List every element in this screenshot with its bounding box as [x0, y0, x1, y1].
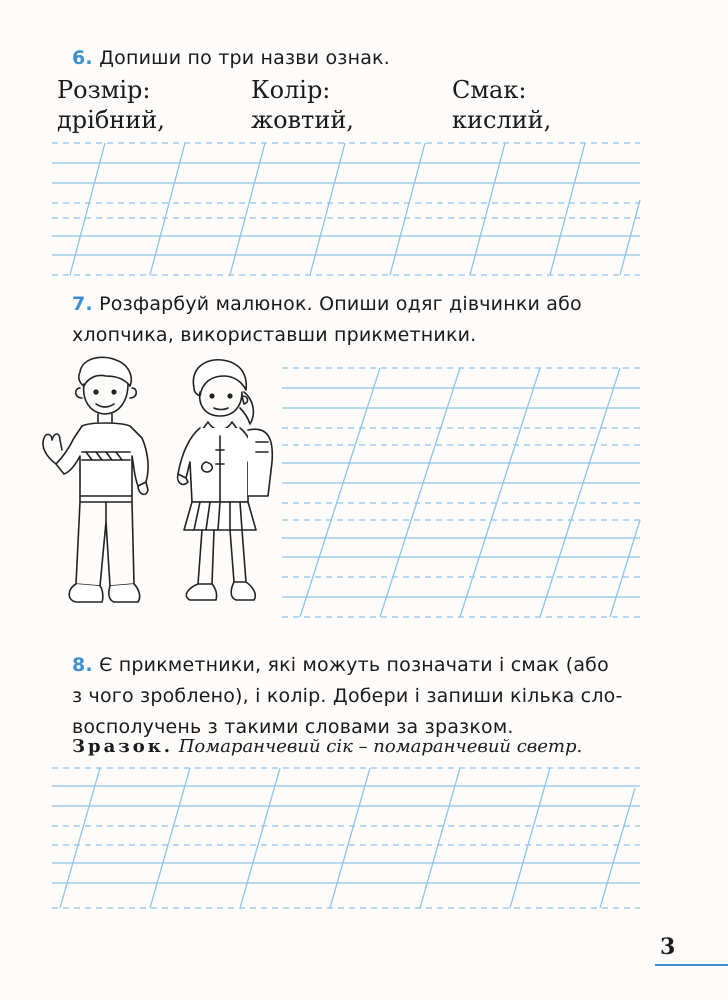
task-6-text: Допиши по три назви ознак. [99, 47, 390, 69]
task-7-line-2: хлопчика, використавши прикметники. [72, 324, 477, 346]
column-taste [452, 75, 551, 135]
task-8-line-2: з чого зроблено), і колір. Добери і запиши кілька сло- [72, 685, 623, 707]
sample-text: Помаранчевий сік – помаранчевий светр. [178, 736, 583, 757]
column-size-example: дрібний, [57, 106, 165, 134]
sample-label: Зразок. [72, 736, 173, 757]
task-8-line-3: восполучень з такими словами за зразком. [72, 716, 514, 738]
girl-figure [178, 360, 273, 600]
task-6-heading [72, 43, 390, 74]
column-size [57, 75, 165, 135]
task-7-heading [72, 289, 652, 351]
page-number: 3 [660, 934, 676, 960]
task-8-line-1: Є прикметники, які можуть позначати і смак (або [99, 654, 609, 676]
column-taste-example: кислий, [452, 106, 552, 134]
task-8-heading [72, 650, 652, 743]
sample-row [72, 736, 672, 757]
task-8-number: 8. [72, 654, 93, 676]
column-size-label: Розмір: [57, 76, 151, 104]
task-7-number: 7. [72, 293, 93, 315]
boy-figure [43, 357, 148, 602]
children-illustration [30, 352, 280, 622]
column-color [251, 75, 354, 135]
column-color-label: Колір: [251, 76, 331, 104]
column-taste-label: Смак: [452, 76, 527, 104]
task-7-line-1: Розфарбуй малюнок. Опиши одяг дівчинки або [99, 293, 582, 315]
task-6-number: 6. [72, 47, 93, 69]
column-color-example: жовтий, [251, 106, 354, 134]
